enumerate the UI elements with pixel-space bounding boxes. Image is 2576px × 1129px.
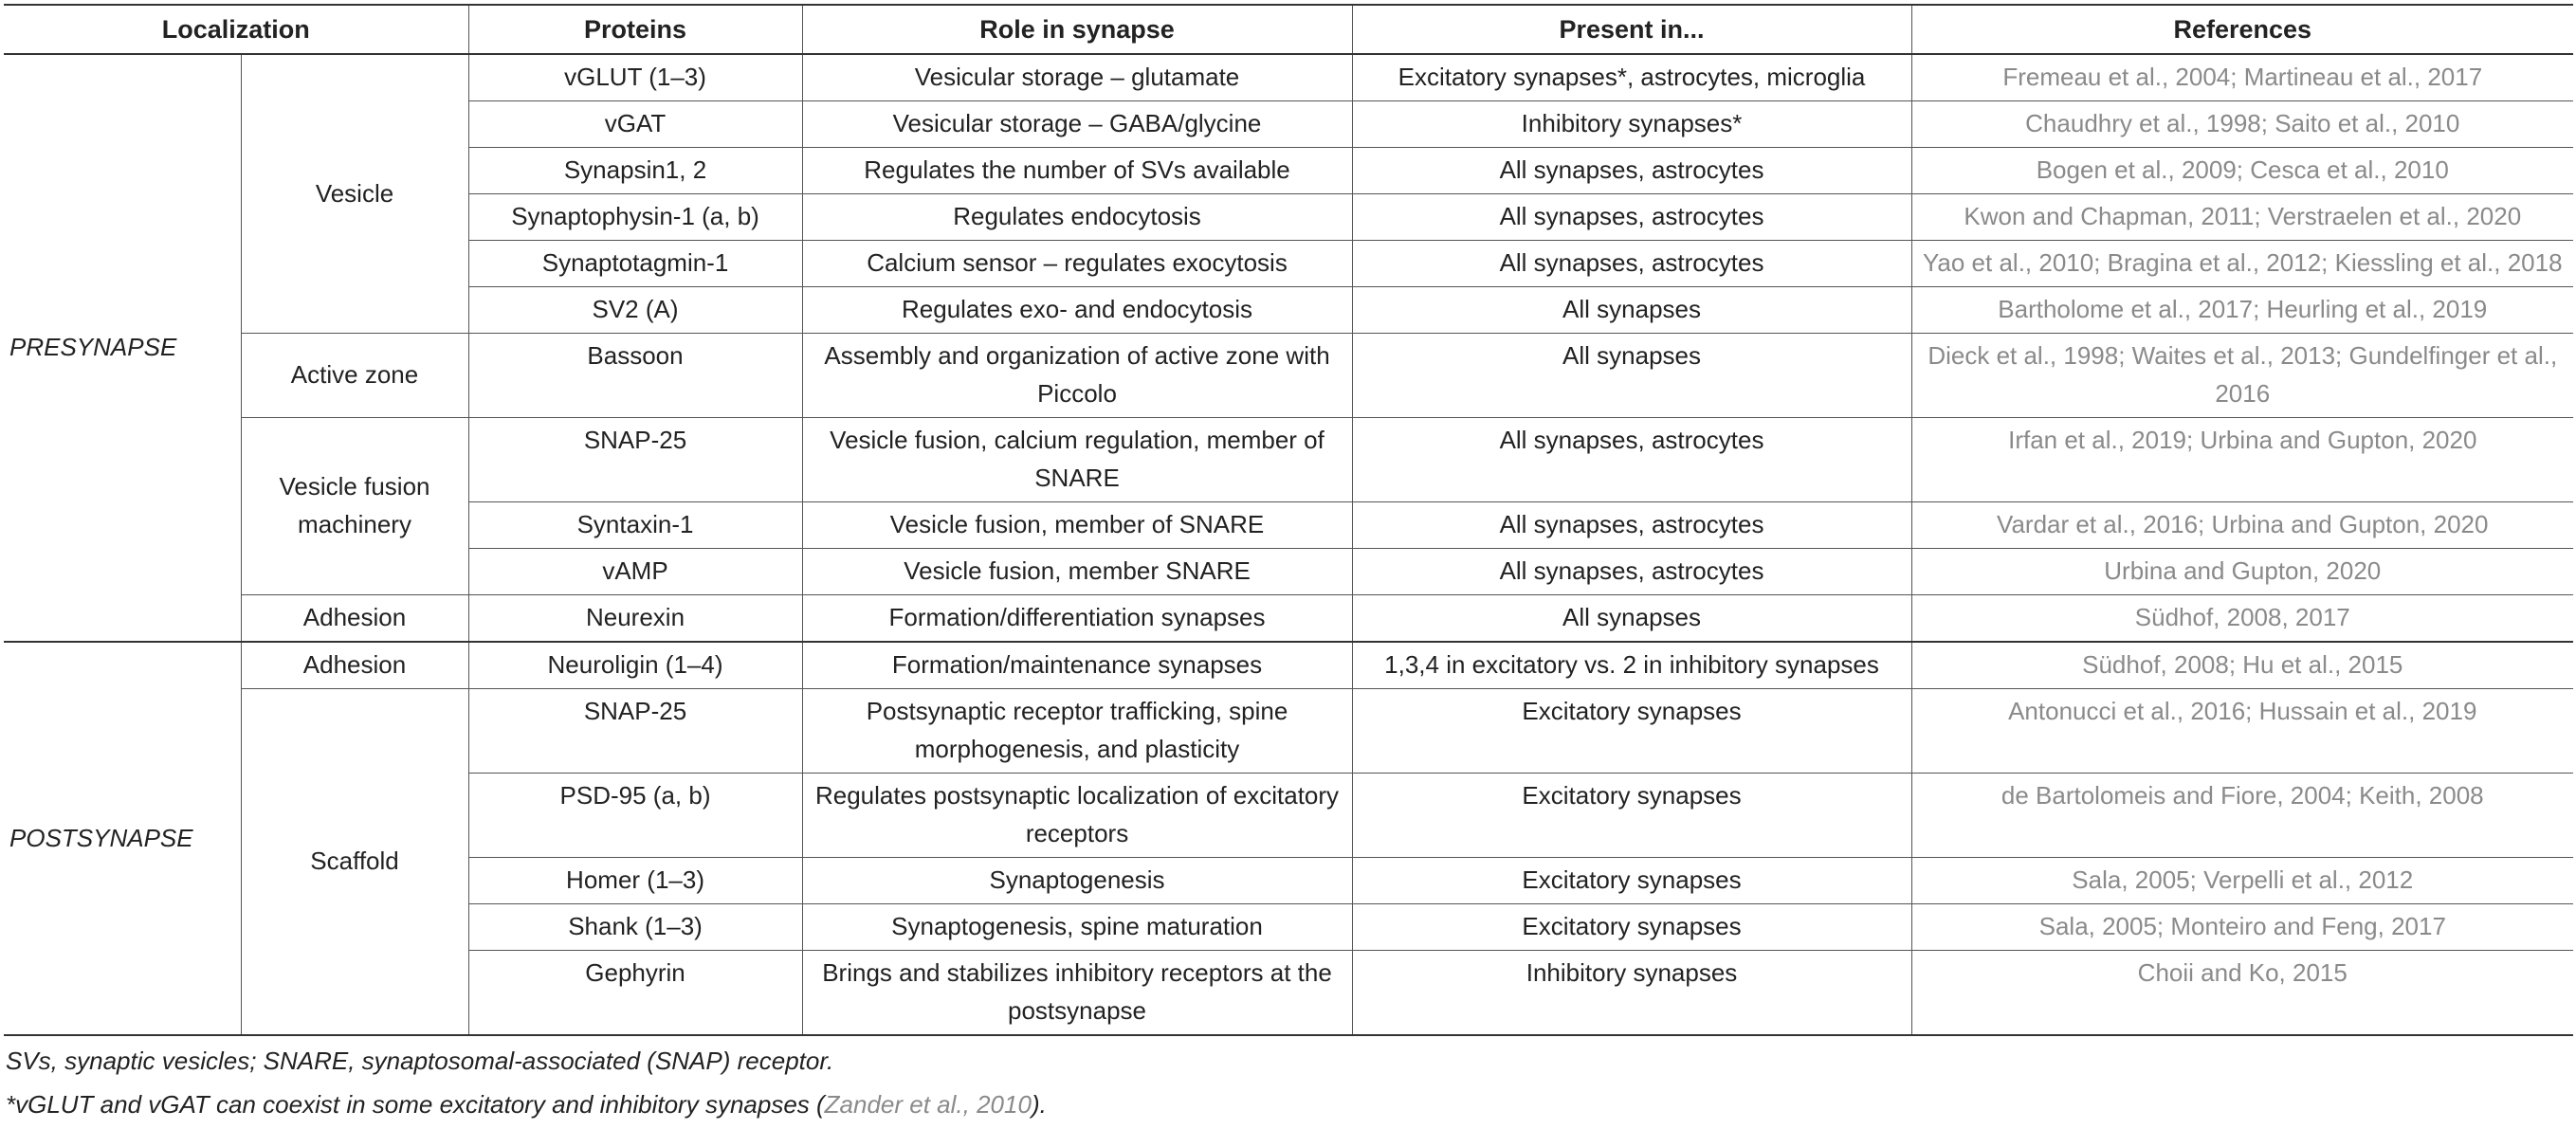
present-cell: Inhibitory synapses*: [1352, 101, 1911, 148]
role-cell: Synaptogenesis: [802, 858, 1352, 904]
reference-cell: Vardar et al., 2016; Urbina and Gupton, 2020: [1911, 502, 2573, 549]
protein-cell: vGAT: [468, 101, 802, 148]
role-cell: Regulates exo- and endocytosis: [802, 287, 1352, 334]
role-cell: Regulates the number of SVs available: [802, 148, 1352, 194]
footnote-coexist: [4, 1085, 2574, 1123]
footnote-abbreviations: SVs, synaptic vesicles; SNARE, synaptosomal-associated (SNAP) receptor.: [6, 1047, 834, 1075]
reference-cell: Choii and Ko, 2015: [1911, 951, 2573, 1036]
header-localization: Localization: [4, 5, 468, 54]
reference-cell: Sala, 2005; Monteiro and Feng, 2017: [1911, 904, 2573, 951]
protein-cell: vGLUT (1–3): [468, 54, 802, 101]
present-cell: All synapses, astrocytes: [1352, 148, 1911, 194]
present-cell: All synapses, astrocytes: [1352, 502, 1911, 549]
reference-cell: Antonucci et al., 2016; Hussain et al., 2019: [1911, 689, 2573, 774]
table-row: [4, 595, 2573, 643]
protein-cell: Syntaxin-1: [468, 502, 802, 549]
role-cell: Formation/differentiation synapses: [802, 595, 1352, 643]
role-cell: Formation/maintenance synapses: [802, 642, 1352, 689]
protein-cell: PSD-95 (a, b): [468, 774, 802, 858]
footnote-citation-link[interactable]: Zander et al., 2010: [824, 1090, 1032, 1119]
present-cell: Excitatory synapses: [1352, 774, 1911, 858]
role-cell: Brings and stabilizes inhibitory receptors at the postsynapse: [802, 951, 1352, 1036]
role-cell: Vesicular storage – glutamate: [802, 54, 1352, 101]
subgroup-vesicle-fusion: Vesicle fusion machinery: [241, 418, 468, 595]
table-row: [4, 334, 2573, 418]
present-cell: Excitatory synapses: [1352, 689, 1911, 774]
role-cell: Vesicle fusion, calcium regulation, member of SNARE: [802, 418, 1352, 502]
reference-cell: Chaudhry et al., 1998; Saito et al., 2010: [1911, 101, 2573, 148]
table-row: [4, 689, 2573, 774]
reference-cell: Kwon and Chapman, 2011; Verstraelen et al., 2020: [1911, 194, 2573, 241]
protein-cell: Shank (1–3): [468, 904, 802, 951]
subgroup-vesicle: Vesicle: [241, 54, 468, 334]
protein-cell: SV2 (A): [468, 287, 802, 334]
reference-cell: Fremeau et al., 2004; Martineau et al., 2017: [1911, 54, 2573, 101]
role-cell: Regulates endocytosis: [802, 194, 1352, 241]
protein-cell: SNAP-25: [468, 418, 802, 502]
role-cell: Regulates postsynaptic localization of excitatory receptors: [802, 774, 1352, 858]
reference-cell: Bogen et al., 2009; Cesca et al., 2010: [1911, 148, 2573, 194]
role-cell: Vesicular storage – GABA/glycine: [802, 101, 1352, 148]
footnote-coexist-text: *vGLUT and vGAT can coexist in some excitatory and inhibitory synapses (: [6, 1090, 825, 1119]
present-cell: Excitatory synapses*, astrocytes, microglia: [1352, 54, 1911, 101]
role-cell: Assembly and organization of active zone with Piccolo: [802, 334, 1352, 418]
role-cell: Synaptogenesis, spine maturation: [802, 904, 1352, 951]
table-row: [4, 54, 2573, 101]
protein-cell: Bassoon: [468, 334, 802, 418]
subgroup-scaffold: Scaffold: [241, 689, 468, 1036]
reference-cell: Südhof, 2008, 2017: [1911, 595, 2573, 643]
protein-cell: vAMP: [468, 549, 802, 595]
present-cell: All synapses, astrocytes: [1352, 418, 1911, 502]
present-cell: Excitatory synapses: [1352, 858, 1911, 904]
reference-cell: Sala, 2005; Verpelli et al., 2012: [1911, 858, 2573, 904]
reference-cell: Yao et al., 2010; Bragina et al., 2012; Kiessling et al., 2018: [1911, 241, 2573, 287]
reference-cell: Irfan et al., 2019; Urbina and Gupton, 2020: [1911, 418, 2573, 502]
subgroup-adhesion-post: Adhesion: [241, 642, 468, 689]
present-cell: All synapses: [1352, 595, 1911, 643]
protein-cell: Homer (1–3): [468, 858, 802, 904]
protein-cell: Synapsin1, 2: [468, 148, 802, 194]
synapse-protein-table: [4, 4, 2573, 1036]
group-postsynapse: POSTSYNAPSE: [4, 642, 241, 1035]
header-present-in: Present in...: [1352, 5, 1911, 54]
subgroup-adhesion-pre: Adhesion: [241, 595, 468, 643]
table-row: [4, 418, 2573, 502]
reference-cell: Bartholome et al., 2017; Heurling et al., 2019: [1911, 287, 2573, 334]
role-cell: Vesicle fusion, member SNARE: [802, 549, 1352, 595]
reference-cell: de Bartolomeis and Fiore, 2004; Keith, 2008: [1911, 774, 2573, 858]
protein-cell: SNAP-25: [468, 689, 802, 774]
header-role: Role in synapse: [802, 5, 1352, 54]
footnote-coexist-end: ).: [1031, 1090, 1047, 1119]
protein-cell: Neuroligin (1–4): [468, 642, 802, 689]
present-cell: 1,3,4 in excitatory vs. 2 in inhibitory synapses: [1352, 642, 1911, 689]
protein-cell: Gephyrin: [468, 951, 802, 1036]
role-cell: Vesicle fusion, member of SNARE: [802, 502, 1352, 549]
header-proteins: Proteins: [468, 5, 802, 54]
group-presynapse: PRESYNAPSE: [4, 54, 241, 642]
reference-cell: Urbina and Gupton, 2020: [1911, 549, 2573, 595]
reference-cell: Südhof, 2008; Hu et al., 2015: [1911, 642, 2573, 689]
present-cell: All synapses, astrocytes: [1352, 241, 1911, 287]
protein-cell: Neurexin: [468, 595, 802, 643]
reference-cell: Dieck et al., 1998; Waites et al., 2013; Gundelfinger et al., 2016: [1911, 334, 2573, 418]
present-cell: Excitatory synapses: [1352, 904, 1911, 951]
present-cell: All synapses: [1352, 334, 1911, 418]
table-row: [4, 642, 2573, 689]
present-cell: Inhibitory synapses: [1352, 951, 1911, 1036]
present-cell: All synapses: [1352, 287, 1911, 334]
role-cell: Calcium sensor – regulates exocytosis: [802, 241, 1352, 287]
table-header-row: [4, 5, 2573, 54]
protein-cell: Synaptophysin-1 (a, b): [468, 194, 802, 241]
subgroup-active-zone: Active zone: [241, 334, 468, 418]
present-cell: All synapses, astrocytes: [1352, 549, 1911, 595]
header-references: References: [1911, 5, 2573, 54]
present-cell: All synapses, astrocytes: [1352, 194, 1911, 241]
role-cell: Postsynaptic receptor trafficking, spine morphogenesis, and plasticity: [802, 689, 1352, 774]
protein-cell: Synaptotagmin-1: [468, 241, 802, 287]
